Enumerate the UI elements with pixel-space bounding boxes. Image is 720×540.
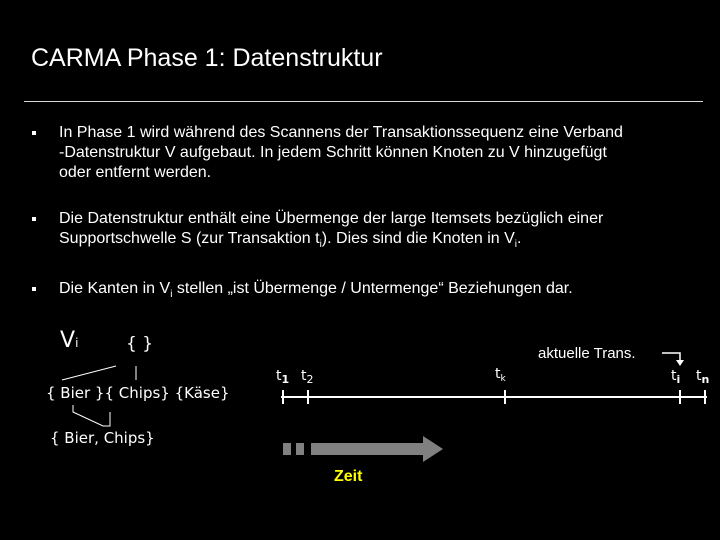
bullet-1-line-1: In Phase 1 wird während des Scannens der Transaktionssequenz eine Verband [59,124,623,141]
set-bier-chips-node: { Bier, Chips} [50,429,155,447]
label-t2 [301,368,314,384]
subscript: i [319,239,322,250]
t-letter: t [276,368,282,384]
bullet-3-text: Die Kanten in V [59,280,171,297]
t-letter: t [671,368,677,384]
bullet-1-line-3: oder entfernt werden. [59,164,212,181]
bullet-1-line-2: -Datenstruktur V aufgebaut. In jedem Schritt können Knoten zu V hinzugefügt [59,144,607,161]
t-letter: t [495,366,501,382]
label-t1 [276,368,289,384]
set-kaese-node: {Käse} [174,384,230,402]
bullet-2-text: Supportschwelle S (zur Transaktion t [59,230,320,247]
label-ti [671,368,680,384]
label-tk [495,366,506,382]
subscript: n [701,373,710,386]
time-label: Zeit [334,468,363,485]
slide-title: CARMA Phase 1: Datenstruktur [31,44,383,72]
current-trans-label: aktuelle Trans. [538,345,636,362]
label-tn [696,368,709,384]
subscript: i [514,239,518,250]
bullet-2-line-1: Die Datenstruktur enthält eine Übermenge der large Itemsets bezüglich einer [59,210,604,227]
bullet-2-text: . [517,230,522,247]
time-arrow-body [311,443,423,455]
time-arrow-block [296,443,304,455]
t-letter: t [301,368,307,384]
t-letter: t [696,368,702,384]
subscript: k [500,374,506,384]
arrow-head-icon [676,360,684,366]
time-arrow-head-icon [423,436,443,462]
set-bier-node: { Bier } [46,384,105,402]
subscript: i [75,336,79,350]
empty-set-node: { } [126,334,154,354]
vi-letter: V [60,328,76,353]
time-arrow-block [283,443,291,455]
subscript: i [170,289,173,300]
set-chips-node: { Chips} [104,384,170,402]
subscript: 2 [306,373,314,386]
subscript: 1 [281,373,290,386]
subscript: i [676,373,681,386]
bullet-2-text: ). Dies sind die Knoten in V [321,230,515,247]
bullet-3-text: stellen „ist Übermenge / Untermenge“ Beziehungen dar. [172,280,573,297]
